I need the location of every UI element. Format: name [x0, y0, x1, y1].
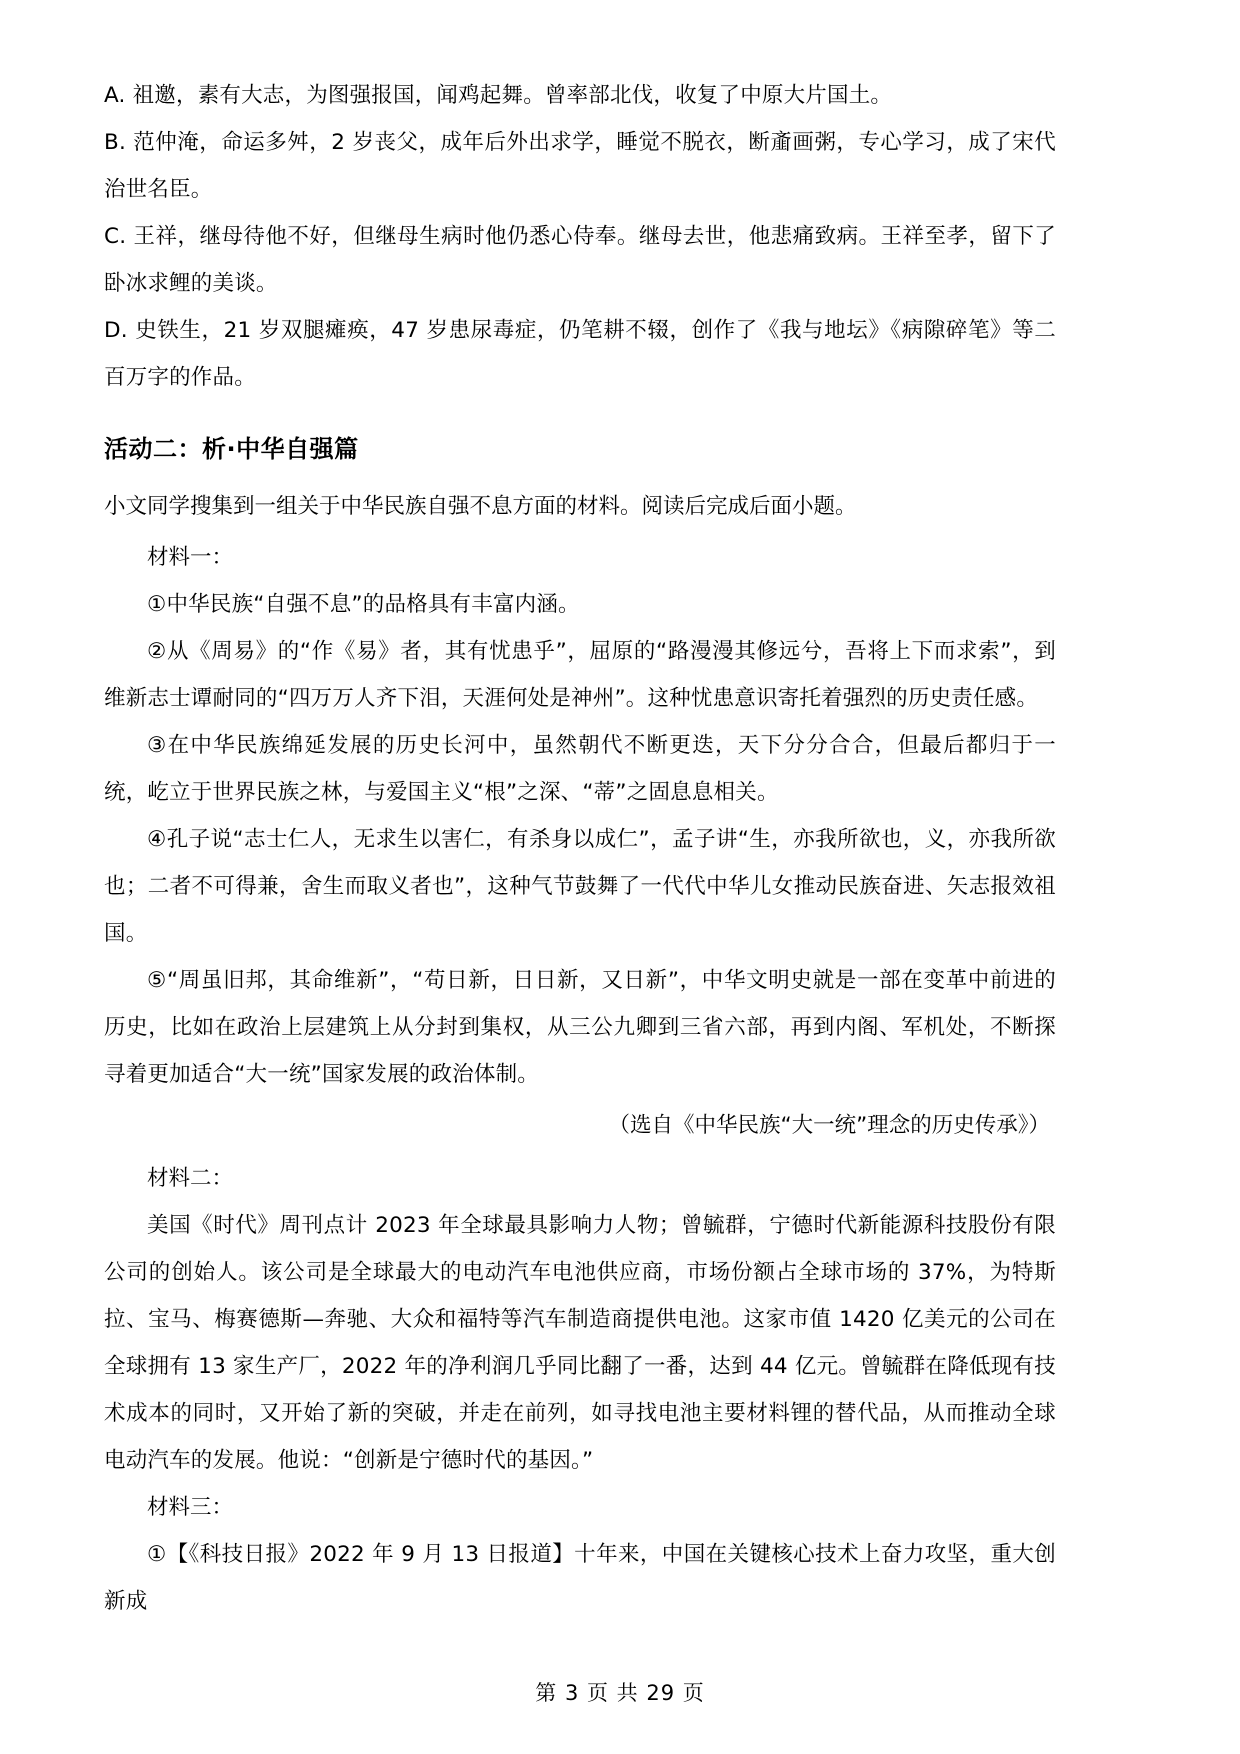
- material-one-para-3: ③在中华民族绵延发展的历史长河中，虽然朝代不断更迭，天下分分合合，但最后都归于一统，屹立于世界民族之林，与爱国主义“根”之深、“蒂”之固息息相关。: [104, 733, 1056, 805]
- option-d: D. 史铁生，21 岁双腿瘫痪，47 岁患尿毒症，仍笔耕不辍，创作了《我与地坛》《病隙碎笔》等二百万字的作品。: [104, 318, 1056, 390]
- material-one-para-1: ①中华民族“自强不息”的品格具有丰富内涵。: [147, 592, 580, 617]
- material-one-para-4: ④孔子说“志士仁人，无求生以害仁，有杀身以成仁”，孟子讲“生，亦我所欲也，义，亦我所欲也；二者不可得兼，舍生而取义者也”，这种气节鼓舞了一代代中华儿女推动民族奋进、矢志报效祖国。: [104, 827, 1056, 946]
- activity-intro: 小文同学搜集到一组关于中华民族自强不息方面的材料。阅读后完成后面小题。: [104, 494, 857, 519]
- page-footer: 第 3 页 共 29 页: [535, 1681, 705, 1705]
- activity-heading: 活动二：析·中华自强篇: [104, 435, 359, 463]
- material-three-label: 材料三：: [147, 1495, 234, 1520]
- page-content: [104, 72, 1056, 1625]
- material-two-para-1: 美国《时代》周刊点计 2023 年全球最具影响力人物；曾毓群，宁德时代新能源科技股份有限公司的创始人。该公司是全球最大的电动汽车电池供应商，市场份额占全球市场的 37%，为特斯拉、宝马、梅赛德斯—奔驰、大众和福特等汽车制造商提供电池。这家市值 1420 亿美元的公司在全球拥有 13 家生产厂，2022 年的净利润几乎同比翻了一番，达到 44 亿元。曾毓群在降低现有技术成本的同时，又开始了新的突破，并走在前列，如寻找电池主要材料锂的替代品，从而推动全球电动汽车的发展。他说：“创新是宁德时代的基因。”: [104, 1213, 1056, 1473]
- material-one-source: （选自《中华民族“大一统”理念的历史传承》）: [608, 1113, 1050, 1138]
- option-b: B. 范仲淹，命运多舛，2 岁丧父，成年后外出求学，睡觉不脱衣，断齑画粥，专心学习，成了宋代治世名臣。: [104, 130, 1056, 202]
- material-three-para-1: ①【《科技日报》2022 年 9 月 13 日报道】十年来，中国在关键核心技术上奋力攻坚，重大创新成: [104, 1542, 1056, 1614]
- option-a: A. 祖邀，素有大志，为图强报国，闻鸡起舞。曾率部北伐，收复了中原大片国土。: [104, 83, 893, 108]
- material-one-para-5: ⑤“周虽旧邦，其命维新”，“苟日新，日日新，又日新”，中华文明史就是一部在变革中前进的历史，比如在政治上层建筑上从分封到集权，从三公九卿到三省六部，再到内阁、军机处，不断探寻着更加适合“大一统”国家发展的政治体制。: [104, 968, 1056, 1087]
- material-one-para-2: ②从《周易》的“作《易》者，其有忧患乎”，屈原的“路漫漫其修远兮，吾将上下而求索”，到维新志士谭耐同的“四万万人齐下泪，天涯何处是神州”。这种忧患意识寄托着强烈的历史责任感。: [104, 639, 1056, 711]
- material-one-label: 材料一：: [147, 545, 234, 570]
- option-c: C. 王祥，继母待他不好，但继母生病时他仍悉心侍奉。继母去世，他悲痛致病。王祥至孝，留下了卧冰求鲤的美谈。: [104, 224, 1056, 296]
- material-two-label: 材料二：: [147, 1166, 234, 1191]
